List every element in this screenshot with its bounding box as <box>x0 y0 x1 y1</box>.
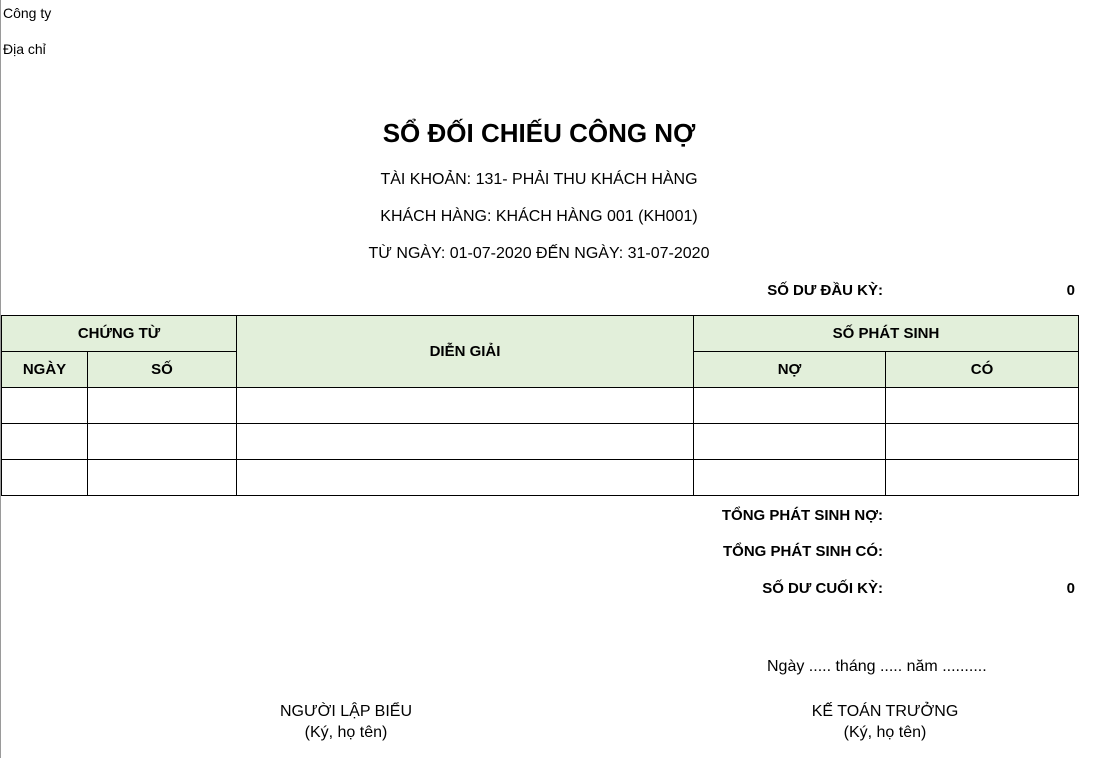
number-header: SỐ <box>88 352 237 388</box>
opening-balance-value: 0 <box>1066 282 1075 299</box>
address-label: Địa chỉ <box>3 41 46 57</box>
table-row <box>2 460 1079 496</box>
chief-accountant-note: (Ký, họ tên) <box>843 724 927 741</box>
preparer-note: (Ký, họ tên) <box>304 724 388 741</box>
row-debit-cell <box>694 460 886 496</box>
row-description-cell <box>237 388 694 424</box>
company-label: Công ty <box>3 5 52 21</box>
row-number-cell <box>88 424 237 460</box>
customer-line: KHÁCH HÀNG: KHÁCH HÀNG 001 (KH001) <box>380 208 698 225</box>
row-debit-cell <box>694 388 886 424</box>
row-number-cell <box>88 388 237 424</box>
account-line: TÀI KHOẢN: 131- PHẢI THU KHÁCH HÀNG <box>380 171 698 188</box>
total-credit-label: TỔNG PHÁT SINH CÓ: <box>723 543 883 560</box>
total-debit-label: TỔNG PHÁT SINH NỢ: <box>721 507 883 524</box>
row-debit-cell <box>694 424 886 460</box>
chief-accountant-title: KẾ TOÁN TRƯỞNG <box>811 703 959 720</box>
row-date-cell <box>2 388 88 424</box>
row-description-cell <box>237 460 694 496</box>
row-credit-cell <box>886 460 1079 496</box>
table-header-row <box>2 316 1079 352</box>
period-line: TỪ NGÀY: 01-07-2020 ĐẾN NGÀY: 31-07-2020 <box>368 245 710 262</box>
row-credit-cell <box>886 424 1079 460</box>
report-title: SỔ ĐỐI CHIẾU CÔNG NỢ <box>382 118 696 148</box>
preparer-title: NGƯỜI LẬP BIỂU <box>279 703 412 720</box>
credit-header: CÓ <box>886 352 1079 388</box>
date-header: NGÀY <box>2 352 88 388</box>
table-row <box>2 424 1079 460</box>
table-row <box>2 388 1079 424</box>
debit-header: NỢ <box>694 352 886 388</box>
signature-date-line: Ngày ..... tháng ..... năm .......... <box>767 658 987 675</box>
transactions-group-header: SỐ PHÁT SINH <box>694 316 1079 352</box>
voucher-group-header: CHỨNG TỪ <box>2 316 237 352</box>
opening-balance-label: SỐ DƯ ĐẦU KỲ: <box>767 282 883 299</box>
closing-balance-value: 0 <box>1066 580 1075 597</box>
closing-balance-label: SỐ DƯ CUỐI KỲ: <box>762 580 883 597</box>
description-header: DIỄN GIẢI <box>237 316 694 388</box>
row-number-cell <box>88 460 237 496</box>
row-credit-cell <box>886 388 1079 424</box>
row-description-cell <box>237 424 694 460</box>
row-date-cell <box>2 424 88 460</box>
ledger-table <box>1 315 1079 496</box>
row-date-cell <box>2 460 88 496</box>
